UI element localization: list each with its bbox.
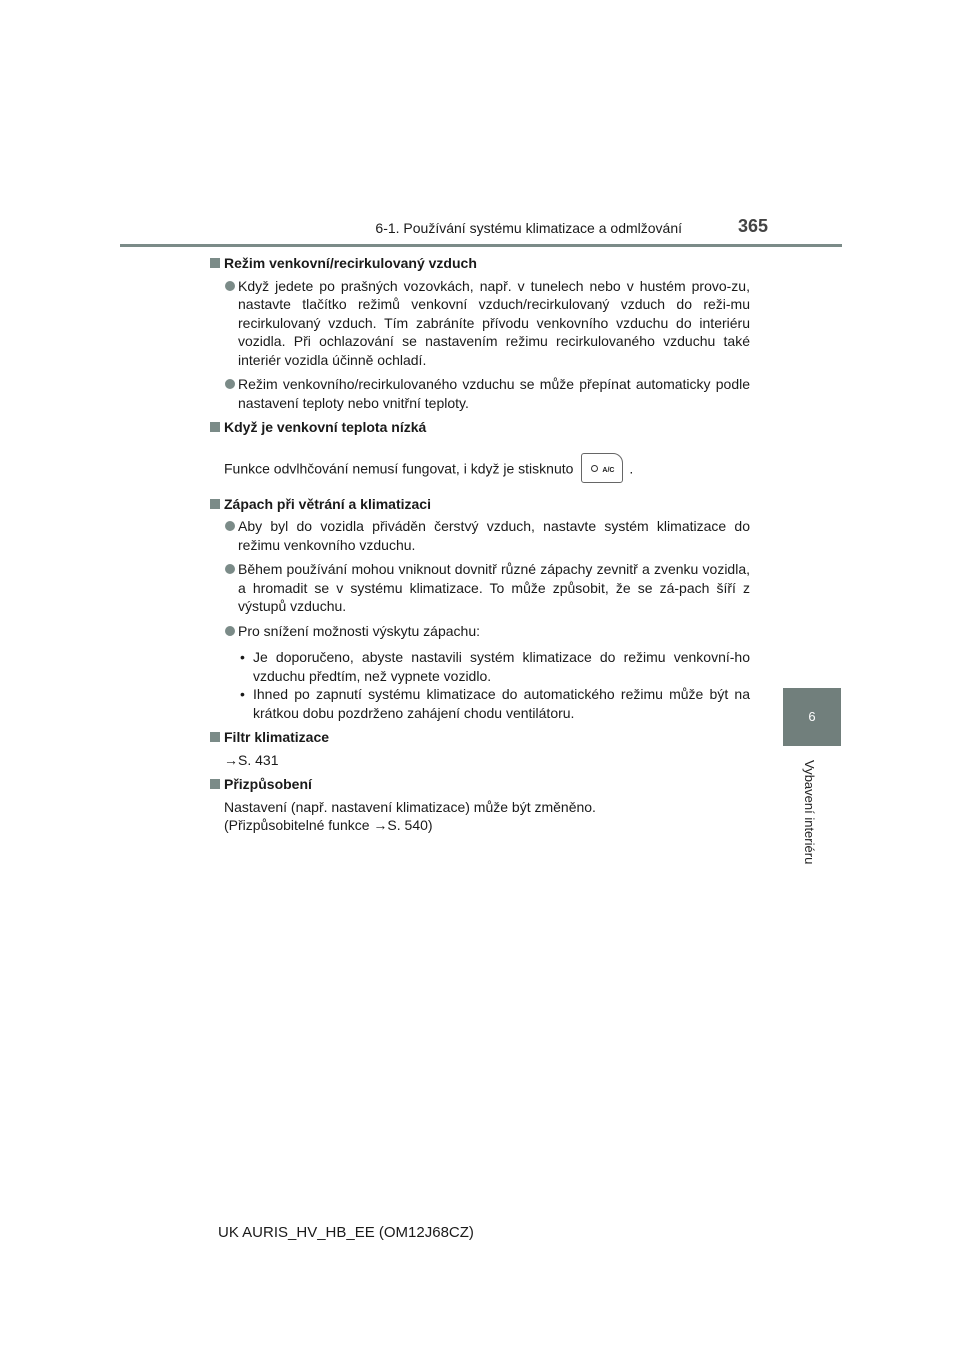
square-bullet-icon	[210, 422, 220, 432]
circle-bullet-icon	[225, 379, 235, 389]
circle-bullet-icon	[225, 521, 235, 531]
square-bullet-icon	[210, 732, 220, 742]
section-heading: Zápach při větrání a klimatizaci	[210, 495, 750, 514]
content	[210, 254, 750, 841]
page-number: 365	[738, 216, 769, 236]
paragraph: (Přizpůsobitelné funkce →S. 540)	[224, 817, 433, 833]
section-heading: Přizpůsobení	[210, 775, 750, 794]
section-heading: Filtr klimatizace	[210, 728, 750, 747]
paragraph: Nastavení (např. nastavení klimatizace) může být změněno.	[224, 798, 596, 815]
section-heading: Režim venkovní/recirkulovaný vzduch	[210, 254, 750, 273]
circle-bullet-icon	[225, 626, 235, 636]
bullet-item: Režim venkovního/recirkulovaného vzduchu se může přepínat automaticky podle nastavení teploty nebo vnitřní teploty.	[210, 375, 750, 412]
ac-button-icon: A/C	[581, 453, 623, 483]
bullet-item: Aby byl do vozidla přiváděn čerstvý vzduch, nastavte systém klimatizace do režimu venkovního vzduchu.	[210, 517, 750, 554]
chapter-tab[interactable]: 6	[783, 688, 841, 746]
bullet-item: Když jedete po prašných vozovkách, např. v tunelech nebo v hustém provo-zu, nastavte tlačítko režimů venkovní vzduch/recirkulovaný vzduch do reži-mu recirkulovaný vzduch. Tím zabráníte přívodu venkovního vzduchu do interiéru vozidla. Při ochlazování se nastavením režimu recirkulovaného vzduchu také interiér vozidla účinně ochladí.	[210, 277, 750, 370]
circle-bullet-icon	[225, 564, 235, 574]
square-bullet-icon	[210, 779, 220, 789]
circle-bullet-icon	[225, 281, 235, 291]
bullet-item: Během používání mohou vniknout dovnitř různé zápachy zevnitř a zvenku vozidla, a hromadit se v systému klimatizace. To může způsobit, že se zá-pach šíří z výstupů vzduchu.	[210, 560, 750, 616]
sub-item: • Je doporučeno, abyste nastavili systém klimatizace do režimu venkovní-ho vzduchu předtím, než vypnete vozidlo.	[240, 649, 750, 684]
footer-id: UK AURIS_HV_HB_EE (OM12J68CZ)	[218, 1224, 474, 1241]
bullet-item: Pro snížení možnosti výskytu zápachu:	[210, 622, 750, 641]
page-reference[interactable]: →S. 431	[224, 751, 279, 768]
section-heading: Když je venkovní teplota nízká	[210, 418, 750, 437]
header-rule	[120, 244, 842, 247]
square-bullet-icon	[210, 499, 220, 509]
sub-item: • Ihned po zapnutí systému klimatizace do automatického režimu může být na krátkou dobu pozdrženo zahájení chodu ventilátoru.	[240, 686, 750, 721]
paragraph: Funkce odvlhčování nemusí fungovat, i když je stisknuto A/C .	[210, 455, 750, 485]
header-title: 6-1. Používání systému klimatizace a odmlžování	[375, 220, 682, 236]
square-bullet-icon	[210, 258, 220, 268]
chapter-label: Vybavení interiéru	[802, 760, 817, 865]
